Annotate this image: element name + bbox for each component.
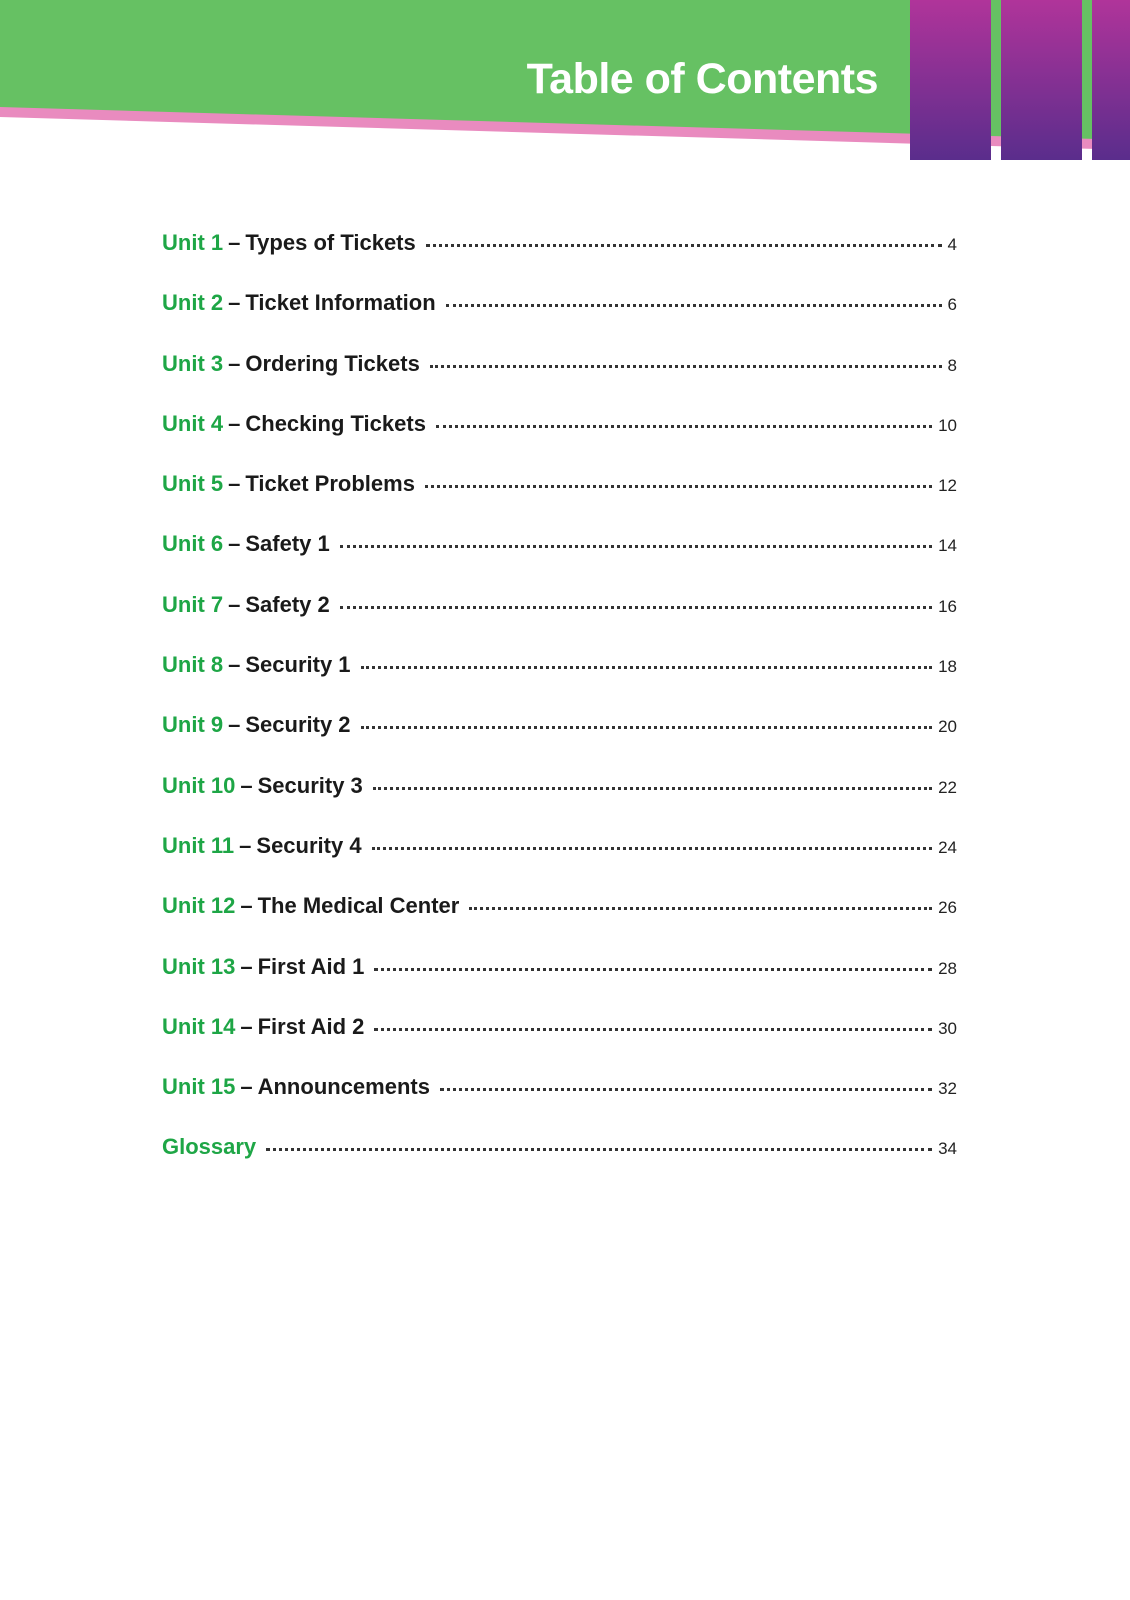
dot-leader	[340, 545, 932, 548]
dot-leader	[372, 847, 933, 850]
toc-entry-title: Types of Tickets	[245, 230, 416, 255]
toc-separator: –	[228, 290, 241, 316]
toc-separator: –	[239, 832, 252, 858]
dot-leader	[373, 787, 932, 790]
page-title: Table of Contents	[526, 55, 878, 103]
toc-separator: –	[228, 591, 241, 617]
dot-leader	[425, 485, 932, 488]
toc-page-number: 18	[938, 657, 957, 677]
dot-leader	[374, 968, 932, 971]
toc-page-number: 8	[947, 355, 957, 375]
toc-unit-label: Unit 1	[162, 230, 224, 255]
toc-entry[interactable]	[162, 833, 957, 893]
toc-separator: –	[228, 410, 241, 436]
dot-leader	[426, 244, 942, 247]
toc-page-number: 10	[938, 415, 957, 435]
toc-page-number: 32	[938, 1079, 957, 1099]
toc-unit-label: Unit 11	[162, 832, 235, 858]
toc-separator: –	[228, 350, 241, 376]
purple-bar-2	[1001, 0, 1082, 160]
toc-page-number: 12	[938, 476, 957, 496]
toc-page-number: 30	[938, 1018, 957, 1038]
toc-separator: –	[228, 471, 241, 497]
dot-leader	[340, 606, 932, 609]
toc-entry-title: First Aid 2	[257, 1013, 365, 1039]
toc-entry[interactable]	[162, 531, 957, 591]
dot-leader	[361, 726, 933, 729]
toc-unit-label: Unit 3	[162, 350, 224, 376]
toc-entry-title: Security 3	[257, 772, 363, 798]
header-banner	[0, 0, 1130, 165]
toc-entry[interactable]	[162, 773, 957, 833]
toc-separator: –	[240, 893, 253, 919]
toc-entry-title: The Medical Center	[257, 893, 460, 919]
toc-unit-label: Unit 7	[162, 591, 224, 617]
dot-leader	[374, 1028, 932, 1031]
toc-page-number: 14	[938, 536, 957, 556]
toc-page-number: 16	[938, 596, 957, 616]
toc-unit-label: Unit 9	[162, 712, 224, 738]
dot-leader	[266, 1148, 932, 1151]
toc-separator: –	[240, 1074, 253, 1100]
toc-entry[interactable]	[162, 592, 957, 652]
toc-entry[interactable]	[162, 1134, 957, 1194]
dot-leader	[361, 666, 933, 669]
purple-bar-3	[1092, 0, 1130, 160]
toc-entry-title: Ticket Problems	[245, 471, 415, 497]
dot-leader	[446, 304, 942, 307]
toc-separator: –	[240, 1013, 253, 1039]
toc-unit-label: Unit 6	[162, 531, 224, 557]
toc-entry[interactable]	[162, 351, 957, 411]
purple-bar-1	[910, 0, 991, 160]
toc-page-number: 34	[938, 1139, 957, 1159]
toc-entry-title: Checking Tickets	[245, 410, 426, 436]
dot-leader	[436, 425, 932, 428]
dot-leader	[430, 365, 942, 368]
toc-entry[interactable]	[162, 954, 957, 1014]
dot-leader	[440, 1088, 932, 1091]
toc-page-number: 28	[938, 958, 957, 978]
toc-entry-title: Security 2	[245, 712, 351, 738]
toc-entry[interactable]	[162, 411, 957, 471]
toc-entry[interactable]	[162, 290, 957, 350]
toc-page-number: 20	[938, 717, 957, 737]
toc-page-number: 24	[938, 837, 957, 857]
toc-unit-label: Unit 14	[162, 1013, 236, 1039]
toc-separator: –	[228, 712, 241, 738]
toc-entry-title: Security 1	[245, 652, 351, 678]
toc-page-number: 6	[947, 295, 957, 315]
toc-unit-label: Unit 4	[162, 410, 224, 436]
toc-unit-label: Unit 8	[162, 652, 224, 678]
toc-separator: –	[240, 953, 253, 979]
toc-unit-label: Unit 13	[162, 953, 236, 979]
toc-entry-title: Announcements	[257, 1074, 430, 1100]
dot-leader	[469, 907, 932, 910]
toc-unit-label: Unit 5	[162, 471, 224, 497]
toc-separator: –	[228, 652, 241, 678]
toc-separator: –	[228, 531, 241, 557]
toc-unit-label: Unit 12	[162, 893, 236, 919]
toc-entry[interactable]	[162, 712, 957, 772]
toc-page-number: 26	[938, 898, 957, 918]
table-of-contents	[162, 230, 957, 1195]
toc-entry[interactable]	[162, 893, 957, 953]
toc-unit-label: Unit 10	[162, 772, 236, 798]
toc-entry-title: Ticket Information	[245, 290, 436, 316]
toc-entry-title: Security 4	[256, 832, 362, 858]
toc-unit-label: Unit 2	[162, 290, 224, 316]
toc-entry[interactable]	[162, 471, 957, 531]
toc-page-number: 22	[938, 777, 957, 797]
toc-page-number: 4	[947, 235, 957, 254]
toc-entry-title: Ordering Tickets	[245, 350, 420, 376]
toc-unit-label: Glossary	[162, 1134, 257, 1160]
toc-entry[interactable]	[162, 1014, 957, 1074]
toc-entry[interactable]	[162, 652, 957, 712]
toc-entry[interactable]	[162, 230, 957, 290]
toc-unit-label: Unit 15	[162, 1074, 236, 1100]
toc-entry-title: Safety 2	[245, 591, 330, 617]
toc-separator: –	[240, 772, 253, 798]
toc-entry[interactable]	[162, 1074, 957, 1134]
toc-separator: –	[228, 230, 241, 255]
toc-entry-title: First Aid 1	[257, 953, 365, 979]
toc-entry-title: Safety 1	[245, 531, 330, 557]
